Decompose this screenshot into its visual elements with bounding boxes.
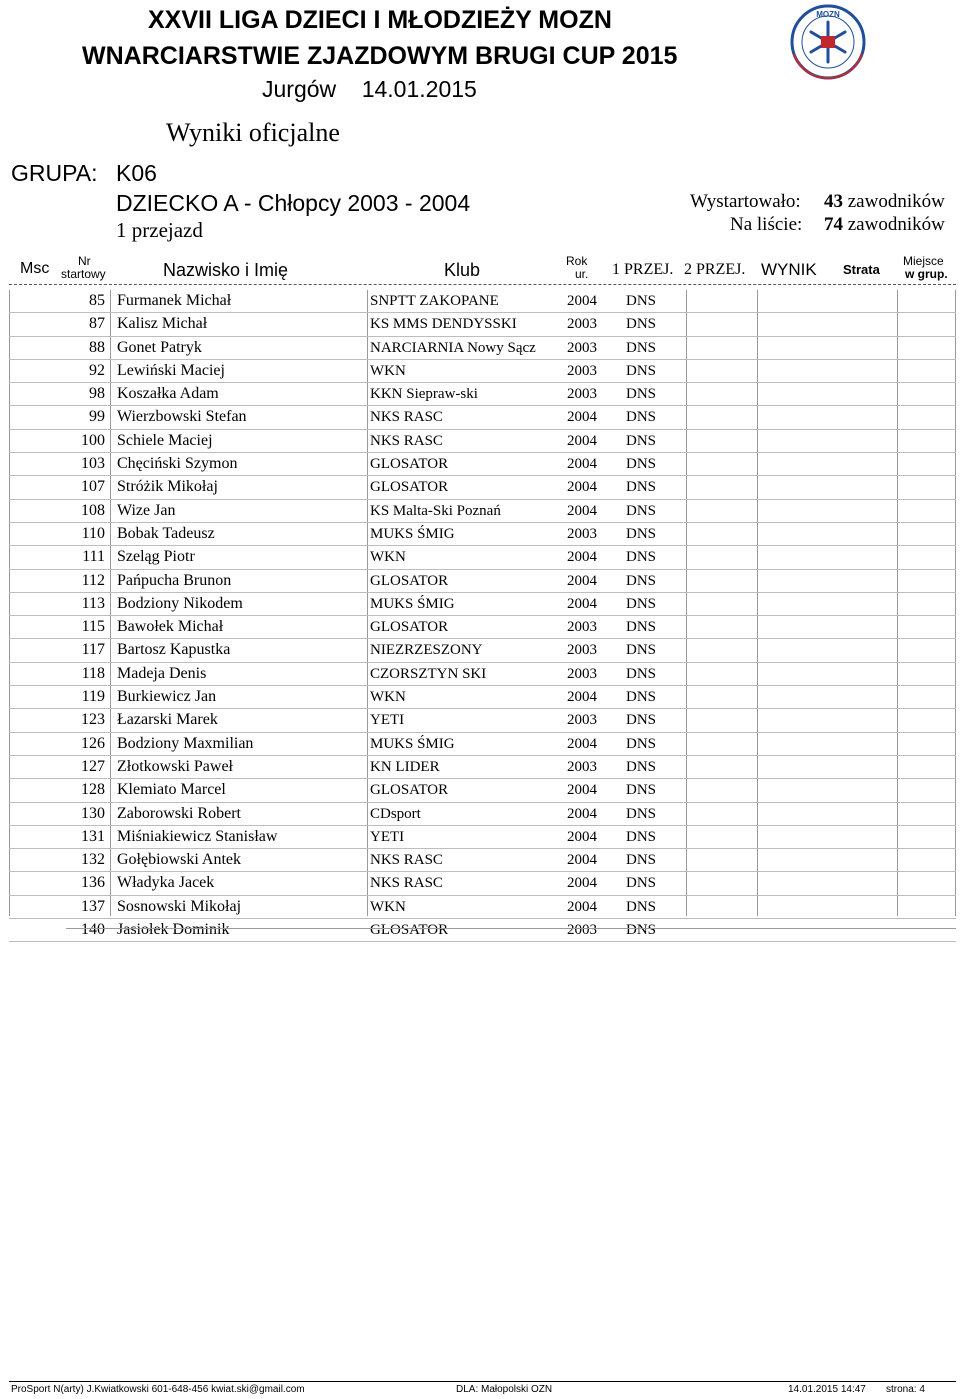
- table-row: [9, 733, 956, 756]
- table-row: [9, 803, 956, 826]
- row-birth-year: 2004: [567, 805, 597, 822]
- row-club: NKS RASC: [370, 409, 443, 426]
- row-start-number: 130: [81, 804, 105, 822]
- row-competitor-name: Stróżik Mikołaj: [117, 478, 218, 496]
- table-row: [9, 290, 956, 313]
- row-club: NKS RASC: [370, 432, 443, 449]
- table-row: [9, 430, 956, 453]
- row-birth-year: 2004: [567, 409, 597, 426]
- table-row: [9, 337, 956, 360]
- row-competitor-name: Pańpucha Brunon: [117, 571, 232, 589]
- footer-credits: ProSport N(arty) J.Kwiatkowski 601-648-456 kwiat.ski@gmail.com: [11, 1384, 305, 1395]
- table-row: [9, 826, 956, 849]
- row-birth-year: 2003: [567, 339, 597, 356]
- row-result: DNS: [626, 898, 657, 915]
- row-club: WKN: [370, 898, 406, 915]
- row-club: KN LIDER: [370, 758, 440, 775]
- row-start-number: 99: [89, 408, 105, 426]
- row-birth-year: 2004: [567, 595, 597, 612]
- row-birth-year: 2004: [567, 828, 597, 845]
- row-club: KKN Siepraw-ski: [370, 386, 478, 403]
- col-nr-2: startowy: [61, 267, 106, 281]
- row-club: MUKS ŚMIG: [370, 525, 455, 542]
- row-birth-year: 2003: [567, 712, 597, 729]
- row-birth-year: 2004: [567, 852, 597, 869]
- row-competitor-name: Gołębiowski Antek: [117, 851, 241, 869]
- row-birth-year: 2003: [567, 362, 597, 379]
- col-club: Klub: [444, 260, 481, 280]
- header-divider: [9, 284, 956, 285]
- row-competitor-name: Władyka Jacek: [117, 874, 215, 892]
- table-row: [9, 639, 956, 662]
- row-result: DNS: [626, 619, 657, 636]
- row-start-number: 136: [81, 874, 105, 892]
- row-birth-year: 2004: [567, 572, 597, 589]
- row-competitor-name: Bawołek Michał: [117, 618, 224, 636]
- mozn-logo: [790, 4, 866, 80]
- col-msc: Msc: [20, 260, 50, 277]
- row-start-number: 88: [89, 338, 105, 356]
- row-competitor-name: Szeląg Piotr: [117, 548, 195, 566]
- row-start-number: 103: [81, 455, 105, 473]
- row-start-number: 92: [89, 361, 105, 379]
- row-club: GLOSATOR: [370, 572, 449, 589]
- row-club: GLOSATOR: [370, 922, 449, 939]
- row-birth-year: 2004: [567, 479, 597, 496]
- col-nr-1: Nr: [78, 254, 91, 268]
- footer-client: DLA: Małopolski OZN: [456, 1384, 553, 1395]
- row-club: NKS RASC: [370, 852, 443, 869]
- row-result: DNS: [626, 479, 657, 496]
- row-birth-year: 2004: [567, 735, 597, 752]
- title-line-1: XXVII LIGA DZIECI I MŁODZIEŻY MOZN: [148, 6, 612, 34]
- row-competitor-name: Koszałka Adam: [117, 385, 219, 403]
- col-run1: 1 PRZEJ.: [612, 261, 674, 278]
- row-start-number: 140: [81, 921, 105, 939]
- category-title: DZIECKO A - Chłopcy 2003 - 2004: [116, 190, 471, 216]
- row-start-number: 127: [81, 757, 105, 775]
- row-club: GLOSATOR: [370, 479, 449, 496]
- table-row: [9, 500, 956, 523]
- col-year-2: ur.: [575, 267, 589, 281]
- footer-divider: [9, 1381, 956, 1382]
- row-club: KS MMS DENDYSSKI: [370, 316, 517, 333]
- title-line-2: WNARCIARSTWIE ZJAZDOWYM BRUGI CUP 2015: [82, 42, 678, 70]
- row-start-number: 87: [89, 315, 105, 333]
- table-row: [9, 849, 956, 872]
- table-row: [9, 896, 956, 919]
- row-result: DNS: [626, 293, 657, 309]
- place-date: Jurgów 14.01.2015: [262, 76, 477, 102]
- row-birth-year: 2004: [567, 293, 597, 309]
- row-birth-year: 2003: [567, 922, 597, 939]
- table-row: [9, 523, 956, 546]
- row-competitor-name: Bodziony Nikodem: [117, 594, 243, 612]
- row-result: DNS: [626, 875, 657, 892]
- row-birth-year: 2003: [567, 525, 597, 542]
- table-row: [9, 919, 956, 942]
- col-run2: 2 PRZEJ.: [684, 261, 746, 278]
- row-club: KS Malta-Ski Poznań: [370, 502, 501, 519]
- row-start-number: 132: [81, 851, 105, 869]
- row-result: DNS: [626, 409, 657, 426]
- row-result: DNS: [626, 735, 657, 752]
- row-club: YETI: [370, 828, 405, 845]
- row-result: DNS: [626, 828, 657, 845]
- row-club: GLOSATOR: [370, 619, 449, 636]
- row-birth-year: 2003: [567, 386, 597, 403]
- competitors-word: zawodników: [847, 214, 945, 235]
- row-club: MUKS ŚMIG: [370, 735, 455, 752]
- row-start-number: 119: [81, 688, 105, 706]
- row-result: DNS: [626, 758, 657, 775]
- row-start-number: 113: [81, 594, 105, 612]
- row-competitor-name: Wierzbowski Stefan: [117, 408, 247, 426]
- row-result: DNS: [626, 665, 657, 682]
- row-birth-year: 2003: [567, 642, 597, 659]
- table-row: [9, 406, 956, 429]
- row-start-number: 118: [81, 664, 105, 682]
- table-row: [9, 779, 956, 802]
- row-birth-year: 2004: [567, 875, 597, 892]
- table-row: [9, 313, 956, 336]
- row-result: DNS: [626, 456, 657, 473]
- row-result: DNS: [626, 386, 657, 403]
- row-competitor-name: Gonet Patryk: [117, 338, 202, 356]
- row-start-number: 111: [82, 548, 105, 566]
- run-label: 1 przejazd: [116, 218, 203, 242]
- row-birth-year: 2003: [567, 758, 597, 775]
- row-birth-year: 2004: [567, 549, 597, 566]
- row-birth-year: 2003: [567, 619, 597, 636]
- row-start-number: 110: [81, 524, 105, 542]
- row-competitor-name: Łazarski Marek: [117, 711, 218, 729]
- row-start-number: 123: [81, 711, 105, 729]
- row-birth-year: 2004: [567, 432, 597, 449]
- col-place-1: Miejsce: [903, 254, 944, 268]
- table-row: [9, 570, 956, 593]
- row-start-number: 100: [81, 431, 105, 449]
- started-count-line: [824, 191, 945, 213]
- row-result: DNS: [626, 782, 657, 799]
- row-result: DNS: [626, 922, 657, 939]
- row-competitor-name: Sosnowski Mikołaj: [117, 897, 242, 915]
- row-club: NKS RASC: [370, 875, 443, 892]
- logo-text: MOZN: [816, 10, 840, 19]
- col-result: WYNIK: [761, 260, 817, 279]
- row-competitor-name: Bodziony Maxmilian: [117, 734, 254, 752]
- group-label: GRUPA:: [11, 160, 98, 186]
- row-club: MUKS ŚMIG: [370, 595, 455, 612]
- competitors-word: zawodników: [847, 191, 945, 212]
- row-result: DNS: [626, 642, 657, 659]
- row-competitor-name: Klemiato Marcel: [117, 781, 226, 799]
- table-row: [9, 686, 956, 709]
- row-birth-year: 2004: [567, 502, 597, 519]
- row-club: CDsport: [370, 805, 421, 822]
- table-row: [9, 383, 956, 406]
- row-club: WKN: [370, 362, 406, 379]
- row-competitor-name: Schiele Maciej: [117, 431, 213, 449]
- col-year-1: Rok: [566, 254, 588, 268]
- row-start-number: 115: [81, 618, 105, 636]
- row-start-number: 107: [81, 478, 105, 496]
- table-row: [9, 546, 956, 569]
- row-club: YETI: [370, 712, 405, 729]
- row-start-number: 98: [89, 385, 105, 403]
- row-competitor-name: Bobak Tadeusz: [117, 524, 215, 542]
- table-row: [9, 360, 956, 383]
- row-start-number: 108: [81, 501, 105, 519]
- results-table: [9, 290, 956, 942]
- footer-datetime: 14.01.2015 14:47: [788, 1384, 866, 1395]
- group-value: K06: [116, 160, 157, 186]
- row-competitor-name: Miśniakiewicz Stanisław: [117, 827, 278, 845]
- row-club: CZORSZTYN SKI: [370, 665, 487, 682]
- row-result: DNS: [626, 316, 657, 333]
- row-start-number: 85: [89, 292, 105, 309]
- row-competitor-name: Złotkowski Paweł: [117, 757, 233, 775]
- row-start-number: 131: [81, 827, 105, 845]
- row-competitor-name: Chęciński Szymon: [117, 455, 238, 473]
- row-competitor-name: Furmanek Michał: [117, 292, 232, 309]
- col-name: Nazwisko i Imię: [163, 260, 289, 280]
- row-competitor-name: Zaborowski Robert: [117, 804, 241, 822]
- row-club: WKN: [370, 549, 406, 566]
- row-result: DNS: [626, 502, 657, 519]
- table-row: [9, 453, 956, 476]
- col-gap: Strata: [843, 262, 880, 277]
- on-list-count: 74: [824, 214, 843, 235]
- row-result: DNS: [626, 595, 657, 612]
- footer-page: strona: 4: [886, 1384, 925, 1395]
- row-birth-year: 2004: [567, 898, 597, 915]
- table-end-line: [66, 928, 956, 929]
- row-birth-year: 2004: [567, 456, 597, 473]
- row-competitor-name: Lewiński Maciej: [117, 361, 225, 379]
- row-birth-year: 2004: [567, 689, 597, 706]
- row-start-number: 137: [81, 897, 105, 915]
- started-count: 43: [824, 191, 843, 212]
- row-competitor-name: Wize Jan: [117, 501, 176, 519]
- row-result: DNS: [626, 549, 657, 566]
- row-result: DNS: [626, 525, 657, 542]
- started-label: Wystartowało:: [690, 191, 801, 212]
- row-birth-year: 2004: [567, 782, 597, 799]
- row-start-number: 112: [81, 571, 105, 589]
- row-club: NIEZRZESZONY: [370, 642, 483, 659]
- on-list-label: Na liście:: [730, 214, 803, 235]
- row-club: GLOSATOR: [370, 782, 449, 799]
- row-club: SNPTT ZAKOPANE: [370, 293, 499, 309]
- row-result: DNS: [626, 572, 657, 589]
- row-birth-year: 2003: [567, 316, 597, 333]
- col-place-2: w grup.: [905, 267, 948, 281]
- row-competitor-name: Kalisz Michał: [117, 315, 208, 333]
- table-row: [9, 476, 956, 499]
- on-list-count-line: [824, 214, 945, 236]
- row-start-number: 128: [81, 781, 105, 799]
- row-result: DNS: [626, 712, 657, 729]
- table-row: [9, 709, 956, 732]
- row-result: DNS: [626, 689, 657, 706]
- row-club: GLOSATOR: [370, 456, 449, 473]
- row-result: DNS: [626, 432, 657, 449]
- row-start-number: 117: [81, 641, 105, 659]
- table-header: [9, 254, 956, 282]
- row-club: NARCIARNIA Nowy Sącz: [370, 339, 536, 356]
- row-club: WKN: [370, 689, 406, 706]
- results-label: Wyniki oficjalne: [166, 118, 340, 147]
- table-row: [9, 593, 956, 616]
- row-result: DNS: [626, 339, 657, 356]
- table-row: [9, 663, 956, 686]
- row-result: DNS: [626, 805, 657, 822]
- row-competitor-name: Madeja Denis: [117, 664, 207, 682]
- row-result: DNS: [626, 362, 657, 379]
- row-competitor-name: Jasiołek Dominik: [117, 921, 230, 939]
- row-competitor-name: Bartosz Kapustka: [117, 641, 231, 659]
- row-start-number: 126: [81, 734, 105, 752]
- row-birth-year: 2003: [567, 665, 597, 682]
- row-result: DNS: [626, 852, 657, 869]
- table-row: [9, 872, 956, 895]
- row-competitor-name: Burkiewicz Jan: [117, 688, 217, 706]
- table-row: [9, 756, 956, 779]
- table-row: [9, 616, 956, 639]
